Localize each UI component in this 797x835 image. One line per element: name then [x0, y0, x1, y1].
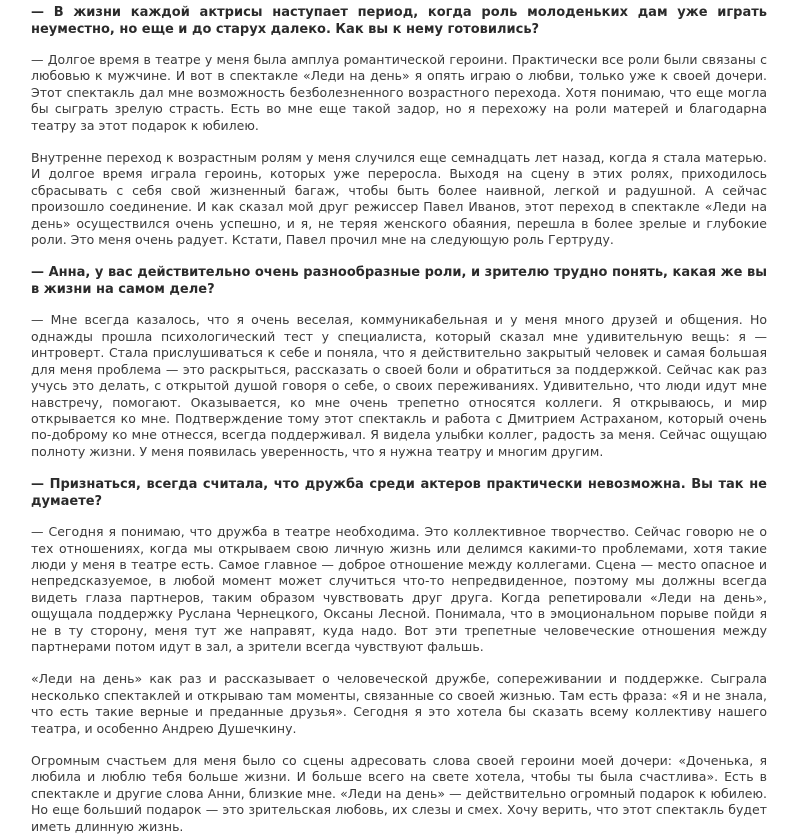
interview-answer-paragraph: Огромным счастьем для меня было со сцены адресовать слова своей героини моей дочери: «Доченька, я любила и люблю тебя больше жизни. И больше всего на свете хотела, чтобы ты была счастлива». Есть в спектакле и другие слова Анни, близкие мне. «Леди на день» — действительно огромный подарок к юбилею. Но еще больший подарок — это зрительская любовь, их слезы и смех. Хочу верить, что этот спектакль будет иметь длинную жизнь.	[31, 753, 767, 834]
interview-answer-paragraph: «Леди на день» как раз и рассказывает о человеческой дружбе, сопереживании и поддержке. Сыграла несколько спектаклей и открываю там моменты, связанные со своей жизнью. Там есть фраза: «Я и не знала, что есть такие верные и преданные друзья». Сегодня я это хотела бы сказать всему коллективу нашего театра, и особенно Андрею Душечкину.	[31, 671, 767, 736]
interview-answer-paragraph: — Сегодня я понимаю, что дружба в театре необходима. Это коллективное творчество. Сейчас говорю не о тех отношениях, когда мы открываем свою личную жизнь или делимся какими-то проблемами, хотя такие люди у меня в театре есть. Самое главное — доброе отношение между коллегами. Сцена — место опасное и непредсказуемое, в любой момент может случиться что-то непредвиденное, поэтому мы должны всегда видеть глаза партнеров, таким образом чувствовать друг друга. Когда репетировали «Леди на день», ощущала поддержку Руслана Чернецкого, Оксаны Лесной. Понимала, что в эмоциональном порыве пойди я не в ту сторону, меня тут же направят, куда надо. Вот эти трепетные человеческие отношения между партнерами потом идут в зал, а зрители всегда чувствуют фальшь.	[31, 524, 767, 654]
interview-question: — В жизни каждой актрисы наступает период, когда роль молоденьких дам уже играть неуместно, но еще и до старух далеко. Как вы к нему готовились?	[31, 5, 767, 37]
interview-answer-paragraph: — Мне всегда казалось, что я очень веселая, коммуникабельная и у меня много друзей и общения. Но однажды прошла психологический тест у специалиста, который сказал мне удивительную вещь: я — интроверт. Стала прислушиваться к себе и поняла, что я действительно закрытый человек и самая большая для меня проблема — это раскрыться, рассказать о своей боли и обратиться за поддержкой. Сейчас как раз учусь это делать, с открытой душой говоря о себе, о своих переживаниях. Удивительно, что люди идут мне навстречу, помогают. Оказывается, ко мне очень трепетно относятся коллеги. Я открываюсь, и мир открывается ко мне. Подтверждение тому этот спектакль и работа с Дмитрием Астраханом, который очень по-доброму ко мне отнесся, всегда поддерживал. Я видела улыбки коллег, радость за меня. Сейчас ощущаю полноту жизни. У меня появилась уверенность, что я нужна театру и многим другим.	[31, 312, 767, 459]
interview-question: — Анна, у вас действительно очень разнообразные роли, и зрителю трудно понять, какая же вы в жизни на самом деле?	[31, 265, 767, 298]
interview-answer-paragraph: Внутренне переход к возрастным ролям у меня случился еще семнадцать лет назад, когда я стала матерью. И долгое время играла героинь, которых уже переросла. Выходя на сцену в этих ролях, приходилось сбрасывать с себя свой жизненный багаж, чтобы быть более наивной, легкой и радушной. А сейчас произошло соединение. И как сказал мой друг режиссер Павел Иванов, этот переход в спектакле «Леди на день» осуществился очень успешно, и я, не теряя женского обаяния, перешла в более зрелые и глубокие роли. Это меня очень радует. Кстати, Павел прочил мне на следующую роль Гертруду.	[31, 150, 767, 248]
interview-answer-paragraph: — Долгое время в театре у меня была амплуа романтической героини. Практически все роли были связаны с любовью к мужчине. И вот в спектакле «Леди на день» я опять играю о любви, только уже к своей дочери. Этот спектакль дал мне возможность безболезненного возрастного перехода. Хотя понимаю, что еще могла бы сыграть зрелую страсть. Есть во мне еще такой задор, но я перехожу на роли матерей и благодарна театру за этот подарок к юбилею.	[31, 52, 767, 133]
interview-question: — Признаться, всегда считала, что дружба среди актеров практически невозможна. Вы так не думаете?	[31, 477, 767, 510]
